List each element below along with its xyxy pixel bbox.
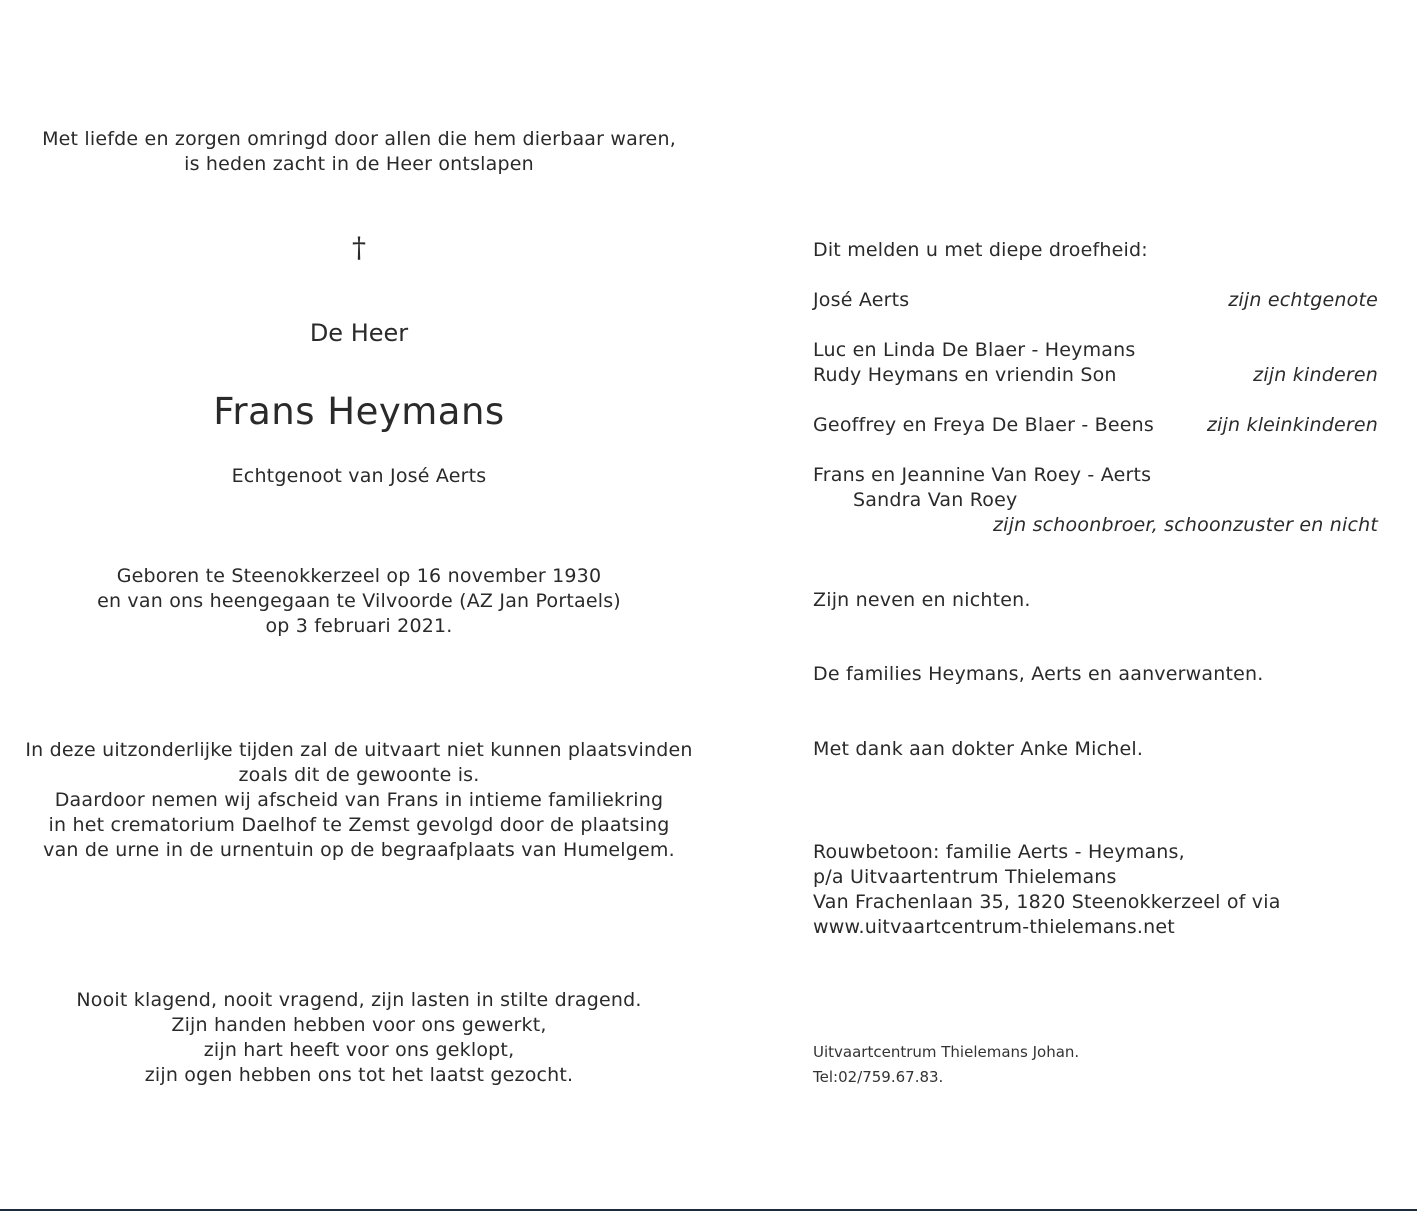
undertaker-name: Uitvaartcentrum Thielemans Johan. <box>813 1043 1080 1061</box>
birth-line-3: op 3 februari 2021. <box>265 615 453 637</box>
cousins-line: Zijn neven en nichten. <box>813 589 1031 611</box>
intro-line-1: Met liefde en zorgen omringd door allen die hem dierbaar waren, <box>42 128 676 150</box>
family-children <box>813 338 1378 388</box>
funeral-line-1: In deze uitzonderlijke tijden zal de uitvaart niet kunnen plaatsvinden <box>25 739 693 761</box>
deceased-name: Frans Heymans <box>213 390 505 433</box>
poem-line-4: zijn ogen hebben ons tot het laatst gezocht. <box>144 1064 574 1086</box>
spouse-name: José Aerts <box>813 289 910 311</box>
inlaw-name-2: Sandra Van Roey <box>853 489 1018 511</box>
spouse-relation: zijn echtgenote <box>1228 289 1378 311</box>
children-relation: zijn kinderen <box>1253 364 1378 386</box>
intro-text <box>0 127 718 177</box>
undertaker-phone: Tel:02/759.67.83. <box>813 1068 944 1086</box>
funeral-line-5: van de urne in de urnentuin op de begraafplaats van Humelgem. <box>43 839 675 861</box>
poem <box>0 988 718 1088</box>
cross-icon: † <box>352 231 366 264</box>
poem-line-3: zijn hart heeft voor ons geklopt, <box>203 1039 515 1061</box>
families-line: De families Heymans, Aerts en aanverwanten. <box>813 663 1264 685</box>
condolence-address <box>813 840 1378 940</box>
condolence-line-2: p/a Uitvaartentrum Thielemans <box>813 866 1117 888</box>
funeral-info <box>0 738 718 863</box>
family-inlaws <box>813 463 1378 538</box>
undertaker-info <box>813 1040 1378 1090</box>
funeral-line-2: zoals dit de gewoonte is. <box>238 764 480 786</box>
poem-line-1: Nooit klagend, nooit vragend, zijn lasten in stilte dragend. <box>76 989 642 1011</box>
inlaws-relation: zijn schoonbroer, schoonzuster en nicht <box>992 514 1378 536</box>
poem-line-2: Zijn handen hebben voor ons gewerkt, <box>171 1014 547 1036</box>
family-spouse <box>813 288 1378 313</box>
spouse-line: Echtgenoot van José Aerts <box>231 465 487 487</box>
intro-line-2: is heden zacht in de Heer ontslapen <box>184 153 534 175</box>
family-grandchildren <box>813 413 1378 438</box>
birth-line-1: Geboren te Steenokkerzeel op 16 november 1930 <box>116 565 602 587</box>
announcement: Dit melden u met diepe droefheid: <box>813 239 1148 261</box>
salutation: De Heer <box>309 319 409 347</box>
inlaw-name-1: Frans en Jeannine Van Roey - Aerts <box>813 464 1152 486</box>
condolence-website: www.uitvaartcentrum-thielemans.net <box>813 916 1175 938</box>
condolence-line-1: Rouwbetoon: familie Aerts - Heymans, <box>813 841 1185 863</box>
condolence-line-3: Van Frachenlaan 35, 1820 Steenokkerzeel of via <box>813 891 1281 913</box>
birth-death-info <box>0 564 718 639</box>
funeral-line-3: Daardoor nemen wij afscheid van Frans in intieme familiekring <box>54 789 664 811</box>
child-name-1: Luc en Linda De Blaer - Heymans <box>813 339 1136 361</box>
bottom-divider <box>0 1209 1417 1211</box>
grandchildren-relation: zijn kleinkinderen <box>1206 414 1378 436</box>
grandchildren-names: Geoffrey en Freya De Blaer - Beens <box>813 414 1155 436</box>
child-name-2: Rudy Heymans en vriendin Son <box>813 364 1117 386</box>
birth-line-2: en van ons heengegaan te Vilvoorde (AZ Jan Portaels) <box>97 590 621 612</box>
thanks-line: Met dank aan dokter Anke Michel. <box>813 738 1144 760</box>
funeral-line-4: in het crematorium Daelhof te Zemst gevolgd door de plaatsing <box>48 814 670 836</box>
